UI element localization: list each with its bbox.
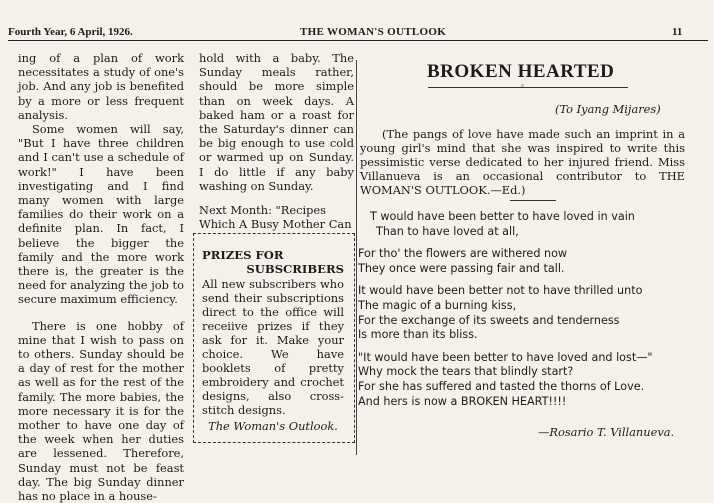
title-rule: [428, 87, 628, 88]
prizes-title-a: PRIZES FOR: [202, 248, 284, 262]
poem-line: For the exchange of its sweets and tenderness: [358, 313, 620, 327]
poem-line: Than to have loved at all,: [376, 224, 519, 238]
poem-line: It would have been better not to have thrilled unto: [358, 284, 643, 298]
poem-line: "It would have been better to have loved and lost—": [358, 350, 653, 364]
header-date: Fourth Year, 6 April, 1926.: [8, 26, 133, 38]
poem-line: And hers is now a BROKEN HEART!!!!: [358, 394, 567, 408]
ornament-icon: ◦: [520, 82, 526, 92]
poem-dedication: (To Iyang Mijares): [555, 102, 661, 116]
prizes-title-b: SUBSCRIBERS: [246, 262, 344, 276]
poem-body: [358, 210, 698, 417]
article-column-2: [199, 51, 354, 193]
intro-separator: [510, 200, 556, 201]
poem-line: T would have been better to have loved in vain: [370, 210, 635, 223]
prizes-signature: The Woman's Outlook.: [208, 419, 338, 433]
page-header: [0, 0, 714, 40]
col1-paragraph-1: ing of a plan of work necessitates a study of one's job. And any job is benefited by a more or less frequent analysis.: [18, 51, 184, 122]
poem-line: They once were passing fair and tall.: [358, 261, 565, 275]
prizes-box: [193, 233, 355, 443]
poem-line: For tho' the flowers are withered now: [358, 247, 568, 261]
poem-line: The magic of a burning kiss,: [358, 298, 517, 312]
header-page-number: 11: [672, 26, 683, 38]
column-divider: [356, 60, 357, 455]
poem-author: —Rosario T. Villanueva.: [538, 425, 675, 439]
poem-intro: (The pangs of love have made such an imprint in a young girl's mind that she was inspired to write this pessimistic verse dedicated to her injured friend. Miss Villanueva is an occasional contributor to THE WOMAN'S OUTLOOK.—Ed.): [360, 127, 685, 197]
poem-line: For she has suffered and tasted the thorns of Love.: [358, 379, 645, 393]
col1-paragraph-3: There is one hobby of mine that I wish to pass on to others. Sunday should be a day of rest for the mother as well as for the rest of the family. The more babies, the more necessary it is for the mother to have one day of the week when her duties are lessened. Therefore, Sunday must not be feast day. The big Sunday dinner has no place in a house-: [18, 318, 184, 503]
header-magazine-title: THE WOMAN'S OUTLOOK: [300, 26, 447, 38]
header-rule: [8, 40, 708, 41]
col2-paragraph-1: hold with a baby. The Sunday meals rather, should be more simple than on week days. A baked ham or a roast for the Saturday's dinner can be big enough to use cold or warmed up on Sunday. I do little if any baby washing on Sunday.: [199, 51, 354, 193]
col1-paragraph-2: Some women will say, "But I have three children and I can't use a schedule of work!" I have been investigating and I find many women with large families do their work on a definite plan. In fact, I believe the bigger the family and the more work there is, the greater is the need for analyzing the job to secure maximum efficiency.: [18, 122, 184, 307]
prizes-body: All new subscribers who send their subscriptions direct to the office will receiive prizes if they ask for it. Make your choice. We have booklets of pretty embroidery and crochet designs, also cross-stitch designs.: [202, 277, 344, 417]
poem-title: BROKEN HEARTED: [427, 61, 615, 82]
article-column-1: [18, 51, 184, 503]
next-month-text: Next Month: "Recipes Which A Busy Mother Can: [199, 203, 352, 232]
poem-line: Is more than its bliss.: [358, 328, 478, 342]
poem-line: Why mock the tears that blindly start?: [358, 365, 574, 379]
